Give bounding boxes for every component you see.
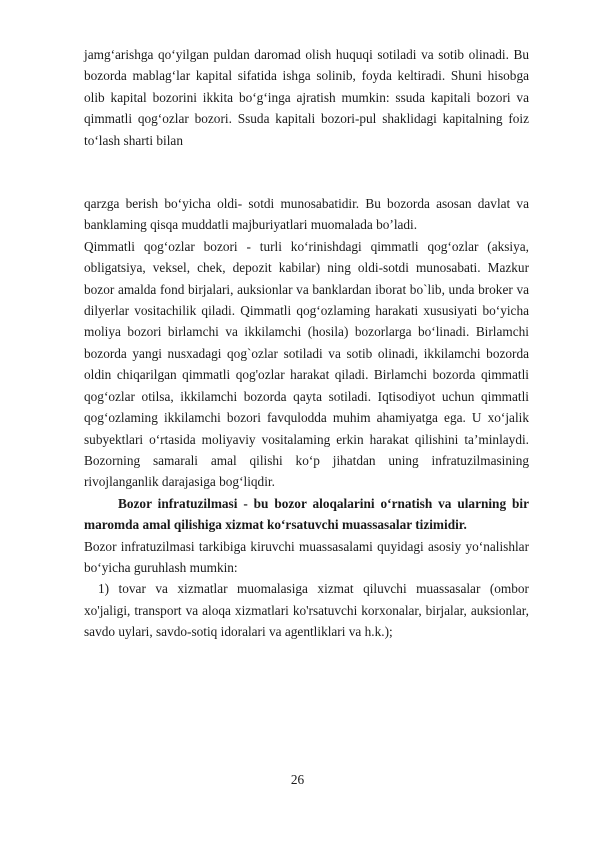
- document-page: [84, 44, 529, 643]
- page-number: 26: [290, 772, 305, 787]
- list-item-1: 1) tovar va xizmatlar muomalasiga xizmat qiluvchi muassasalar (ombor xo'jaligi, transport va aloqa xizmatlari ko'rsatuvchi korxonalar, birjalar, auksionlar, savdo uylari, savdo-sotiq idoralari va agentliklari va h.k.);: [84, 581, 529, 640]
- paragraph-capital-market: jamg‘arishga qo‘yilgan puldan daromad olish huquqi sotiladi va sotib olinadi. Bu bozorda mablag‘lar kapital sifatida ishga solinib, foyda keltiradi. Shuni hisobga olib kapital bozorini ikkita bo‘g‘inga ajratish mumkin: ssuda kapitali bozori va qimmatli qog‘ozlar bozori. Ssuda kapitali bozori-pul shaklidagi kapitalning foiz to‘lash sharti bilan: [84, 47, 529, 148]
- paragraph-loan-capital: qarzga berish bo‘yicha oldi- sotdi munosabatidir. Bu bozorda asosan davlat va banklaming qisqa muddatli majburiyatlari muomalada bo’ladi.: [84, 196, 529, 233]
- paragraph-gap: [84, 151, 529, 193]
- paragraph-securities-market: Qimmatli qog‘ozlar bozori - turli ko‘rinishdagi qimmatli qog‘ozlar (aksiya, obligatsiya, veksel, chek, depozit kabilar) ning oldi-sotdi munosabati. Mazkur bozor amalda fond birjalari, auksionlar va banklardan iborat bo`lib, unda broker va dilyerlar vositachilik qiladi. Qimmatli qog‘ozlaming harakati xususiyati bo‘yicha moliya bozori birlamchi va ikkilamchi (hosila) bozorlarga bo‘linadi. Birlamchi bozorda yangi nusxadagi qog`ozlar sotiladi va sotib olinadi, ikkilamchi bozorda oldin chiqarilgan qimmatli qog'ozlar harakat qiladi. Birlamchi bozorda qimmatli qog‘ozlar otilsa, ikkilamchi bozorda qayta sotiladi. Iqtisodiyot uchun qimmatli qog‘ozlaming ikkilamchi bozori favqulodda muhim ahamiyatga ega. U xo‘jalik subyektlari o‘rtasida moliyaviy vositalaming erkin harakat qilishini ta’minlaydi. Bozorning samarali amal qilishi ko‘p jihatdan uning infratuzilmasining rivojlanganlik darajasiga bog‘liqdir.: [84, 238, 529, 490]
- paragraph-infrastructure-definition: Bozor infratuzilmasi - bu bozor aloqalarini o‘rnatish va ularning bir maromda amal qilishiga xizmat ko‘rsatuvchi muassasalar tizimidir.: [84, 495, 529, 533]
- paragraph-infrastructure-groups: Bozor infratuzilmasi tarkibiga kiruvchi muassasalami quyidagi asosiy yo‘nalishlar bo‘yicha guruhlash mumkin:: [84, 538, 529, 575]
